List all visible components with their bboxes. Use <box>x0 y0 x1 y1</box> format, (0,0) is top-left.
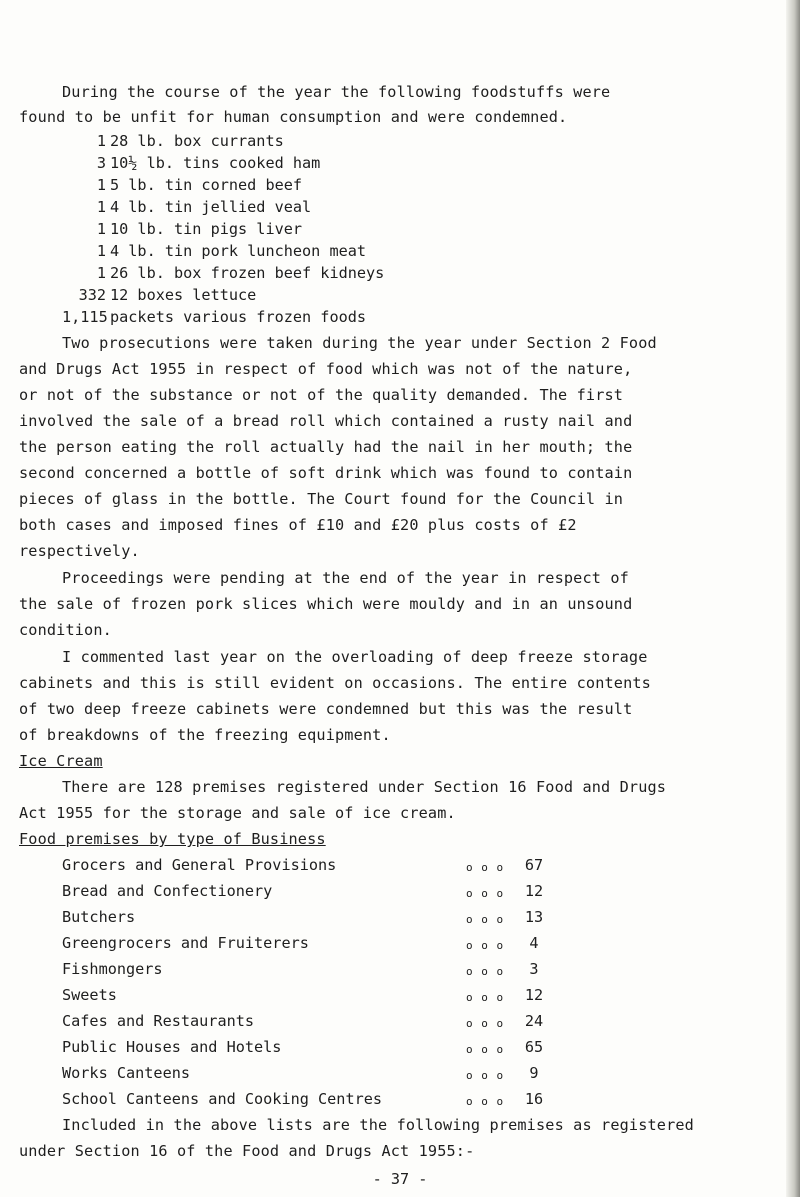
item-qty: 1 <box>96 220 106 238</box>
leader-dots: o o o <box>466 861 505 874</box>
intro-line: found to be unfit for human consumption and were condemned. <box>19 108 568 126</box>
business-name: Fishmongers <box>62 960 163 978</box>
closing-line: under Section 16 of the Food and Drugs Act 1955:- <box>19 1142 475 1160</box>
business-count: 67 <box>524 856 544 874</box>
business-count: 16 <box>524 1090 544 1108</box>
freezers-line: of breakdowns of the freezing equipment. <box>19 726 391 744</box>
business-count: 12 <box>524 986 544 1004</box>
business-name: Works Canteens <box>62 1064 191 1082</box>
item-qty: 332 <box>78 286 106 304</box>
prosecutions-line: and Drugs Act 1955 in respect of food which was not of the nature, <box>19 360 633 378</box>
business-name: Public Houses and Hotels <box>62 1038 282 1056</box>
business-count: 12 <box>524 882 544 900</box>
item-qty: 1 <box>96 198 106 216</box>
prosecutions-line: pieces of glass in the bottle. The Court found for the Council in <box>19 490 624 508</box>
freezers-line: of two deep freeze cabinets were condemned but this was the result <box>19 700 633 718</box>
leader-dots: o o o <box>466 965 505 978</box>
proceedings-line: the sale of frozen pork slices which were mouldy and in an unsound <box>19 595 633 613</box>
page-number: - 37 - <box>372 1170 428 1188</box>
item-desc: 10½ lb. tins cooked ham <box>110 154 321 172</box>
prosecutions-line: Two prosecutions were taken during the year under Section 2 Food <box>62 334 657 352</box>
leader-dots: o o o <box>466 1017 505 1030</box>
intro-line: During the course of the year the following foodstuffs were <box>62 83 611 101</box>
proceedings-line: Proceedings were pending at the end of the year in respect of <box>62 569 629 587</box>
item-desc: 4 lb. tin jellied veal <box>110 198 312 216</box>
item-desc: 4 lb. tin pork luncheon meat <box>110 242 367 260</box>
prosecutions-line: both cases and imposed fines of £10 and £20 plus costs of £2 <box>19 516 577 534</box>
ice-cream-intro-line: There are 128 premises registered under Section 16 Food and Drugs <box>62 778 667 796</box>
leader-dots: o o o <box>466 1043 505 1056</box>
item-desc: 12 boxes lettuce <box>110 286 257 304</box>
ice-cream-intro-line: Act 1955 for the storage and sale of ice cream. <box>19 804 456 822</box>
leader-dots: o o o <box>466 939 505 952</box>
item-desc: 28 lb. box currants <box>110 132 284 150</box>
prosecutions-line: respectively. <box>19 542 140 560</box>
business-name: School Canteens and Cooking Centres <box>62 1090 383 1108</box>
business-count: 3 <box>529 960 539 978</box>
business-count: 24 <box>524 1012 544 1030</box>
business-count: 13 <box>524 908 544 926</box>
item-desc: 26 lb. box frozen beef kidneys <box>110 264 385 282</box>
business-name: Sweets <box>62 986 117 1004</box>
prosecutions-line: or not of the substance or not of the quality demanded. The first <box>19 386 624 404</box>
item-qty: 1 <box>96 264 106 282</box>
business-name: Greengrocers and Fruiterers <box>62 934 309 952</box>
item-qty: 1,115 <box>62 308 108 326</box>
prosecutions-line: the person eating the roll actually had the nail in her mouth; the <box>19 438 633 456</box>
item-qty: 3 <box>96 154 106 172</box>
item-qty: 1 <box>96 176 106 194</box>
prosecutions-line: second concerned a bottle of soft drink which was found to contain <box>19 464 633 482</box>
item-qty: 1 <box>96 242 106 260</box>
closing-line: Included in the above lists are the following premises as registered <box>62 1116 694 1134</box>
prosecutions-line: involved the sale of a bread roll which contained a rusty nail and <box>19 412 633 430</box>
business-name: Bread and Confectionery <box>62 882 273 900</box>
freezers-line: cabinets and this is still evident on occasions. The entire contents <box>19 674 651 692</box>
business-count: 4 <box>529 934 539 952</box>
item-desc: 10 lb. tin pigs liver <box>110 220 303 238</box>
business-name: Grocers and General Provisions <box>62 856 337 874</box>
leader-dots: o o o <box>466 991 505 1004</box>
business-count: 65 <box>524 1038 544 1056</box>
leader-dots: o o o <box>466 1095 505 1108</box>
item-desc: 5 lb. tin corned beef <box>110 176 303 194</box>
business-name: Cafes and Restaurants <box>62 1012 255 1030</box>
business-table-heading: Food premises by type of Business <box>19 830 326 848</box>
freezers-line: I commented last year on the overloading of deep freeze storage <box>62 648 648 666</box>
ice-cream-heading: Ice Cream <box>19 752 103 770</box>
leader-dots: o o o <box>466 887 505 900</box>
leader-dots: o o o <box>466 1069 505 1082</box>
business-count: 9 <box>529 1064 539 1082</box>
proceedings-line: condition. <box>19 621 112 639</box>
item-qty: 1 <box>96 132 106 150</box>
page-edge-shadow <box>786 0 800 1197</box>
business-name: Butchers <box>62 908 136 926</box>
item-desc: packets various frozen foods <box>110 308 367 326</box>
leader-dots: o o o <box>466 913 505 926</box>
